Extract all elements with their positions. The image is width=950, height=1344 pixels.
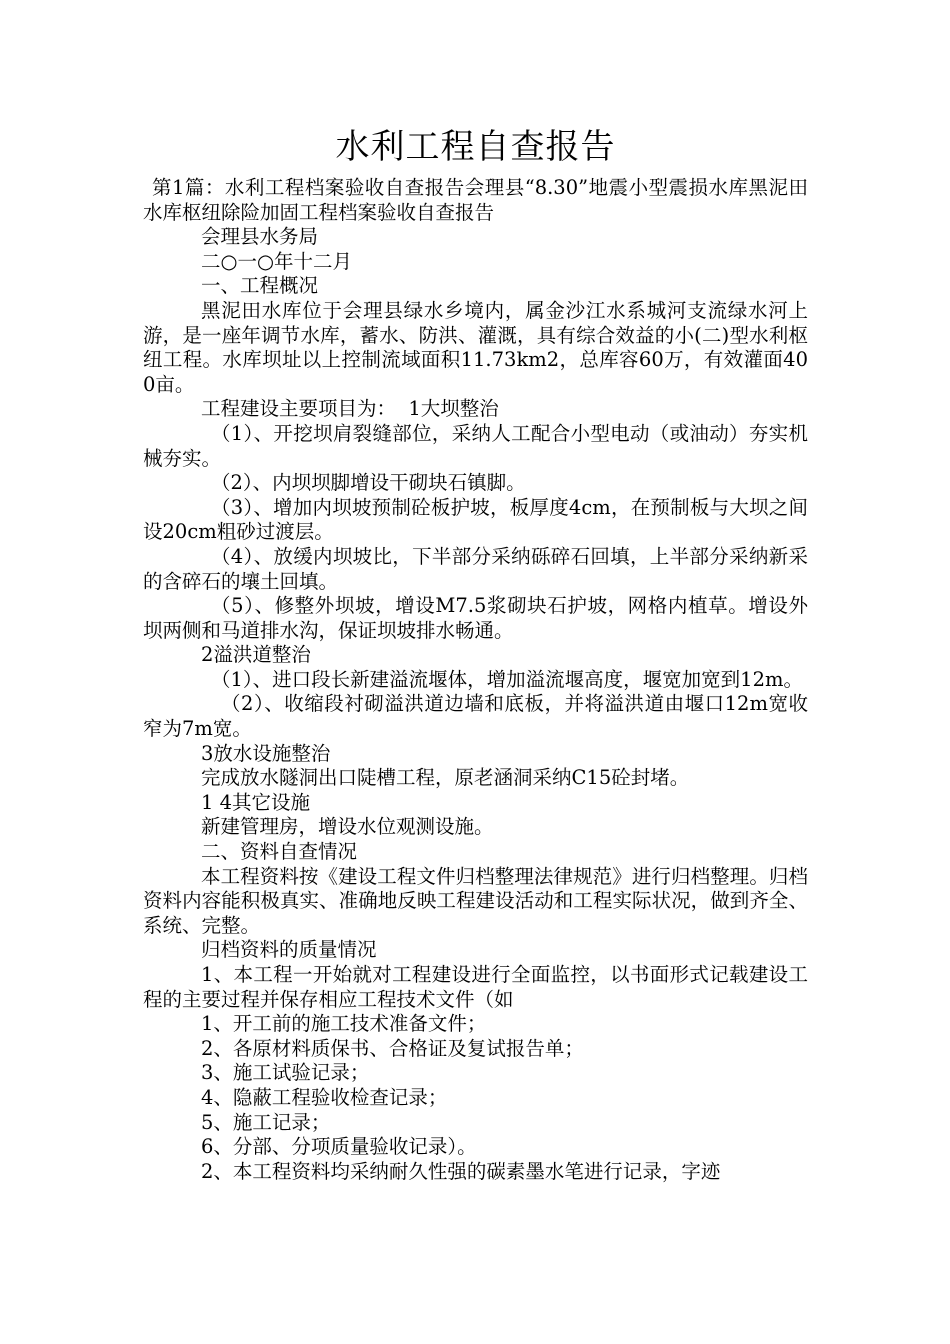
document-title: 水利工程自查报告 bbox=[335, 127, 616, 167]
paragraph-9: （3）、增加内坝坡预制砼板护坡，板厚度4cm，在预制板与大坝之间设20cm粗砂过渡层。 bbox=[143, 495, 808, 544]
paragraph-27: 5、施工记录； bbox=[201, 1110, 331, 1134]
paragraph-19: 二、资料自查情况 bbox=[201, 840, 358, 864]
paragraph-6: 工程建设主要项目为： 1大坝整治 bbox=[201, 397, 499, 421]
paragraph-23: 1、开工前的施工技术准备文件； bbox=[201, 1012, 487, 1036]
paragraph-29: 2、本工程资料均采纳耐久性强的碳素墨水笔进行记录，字迹 bbox=[201, 1159, 721, 1183]
paragraph-4: 一、工程概况 bbox=[201, 274, 319, 298]
paragraph-28: 6、分部、分项质量验收记录）。 bbox=[201, 1135, 477, 1159]
paragraph-1: 第1篇：水利工程档案验收自查报告会理县“8.30”地震小型震损水库黑泥田水库枢纽除险加固工程档案验收自查报告 bbox=[143, 176, 808, 224]
paragraph-7: （1）、开挖坝肩裂缝部位，采纳人工配合小型电动（或油动）夯实机械夯实。 bbox=[143, 421, 808, 470]
paragraph-18: 新建管理房，增设水位观测设施。 bbox=[201, 815, 494, 839]
paragraph-17: 1 4其它设施 bbox=[201, 790, 311, 814]
paragraph-8: （2）、内坝坝脚增设干砌块石镇脚。 bbox=[211, 471, 526, 495]
paragraph-16: 完成放水隧洞出口陡槽工程，原老涵洞采纳C15砼封堵。 bbox=[201, 766, 690, 790]
paragraph-3: 二○一○年十二月 bbox=[201, 249, 353, 273]
paragraph-14: （2）、收缩段衬砌溢洪道边墙和底板，并将溢洪道由堰口12m宽收窄为7m宽。 bbox=[143, 692, 808, 741]
document-body bbox=[143, 176, 808, 1184]
paragraph-15: 3放水设施整治 bbox=[201, 741, 331, 765]
paragraph-25: 3、施工试验记录； bbox=[201, 1061, 370, 1085]
paragraph-22: 1、本工程一开始就对工程建设进行全面监控，以书面形式记载建设工程的主要过程并保存相应工程技术文件（如 bbox=[143, 963, 808, 1011]
paragraph-5: 黑泥田水库位于会理县绿水乡境内，属金沙江水系城河支流绿水河上游，是一座年调节水库，蓄水、防洪、灌溉，具有综合效益的小(二)型水利枢纽工程。水库坝址以上控制流域面积11.73km2，总库容60万，有效灌面400亩。 bbox=[143, 298, 808, 396]
paragraph-26: 4、隐蔽工程验收检查记录； bbox=[201, 1085, 448, 1109]
paragraph-21: 归档资料的质量情况 bbox=[201, 938, 377, 962]
paragraph-12: 2溢洪道整治 bbox=[201, 643, 311, 667]
paragraph-13: （1）、进口段长新建溢流堰体，增加溢流堰高度，堰宽加宽到12m。 bbox=[211, 667, 803, 691]
paragraph-20: 本工程资料按《建设工程文件归档整理法律规范》进行归档整理。归档资料内容能积极真实、准确地反映工程建设活动和工程实际状况，做到齐全、系统、完整。 bbox=[143, 864, 808, 937]
document-page bbox=[143, 124, 808, 1184]
paragraph-24: 2、各原材料质保书、合格证及复试报告单； bbox=[201, 1036, 584, 1060]
paragraph-11: （5）、修整外坝坡，增设M7.5浆砌块石护坡，网格内植草。增设外坝两侧和马道排水沟，保证坝坡排水畅通。 bbox=[143, 594, 808, 642]
paragraph-2: 会理县水务局 bbox=[201, 225, 319, 249]
paragraph-10: （4）、放缓内坝坡比，下半部分采纳砾碎石回填，上半部分采纳新采的含碎石的壤土回填。 bbox=[143, 544, 808, 593]
